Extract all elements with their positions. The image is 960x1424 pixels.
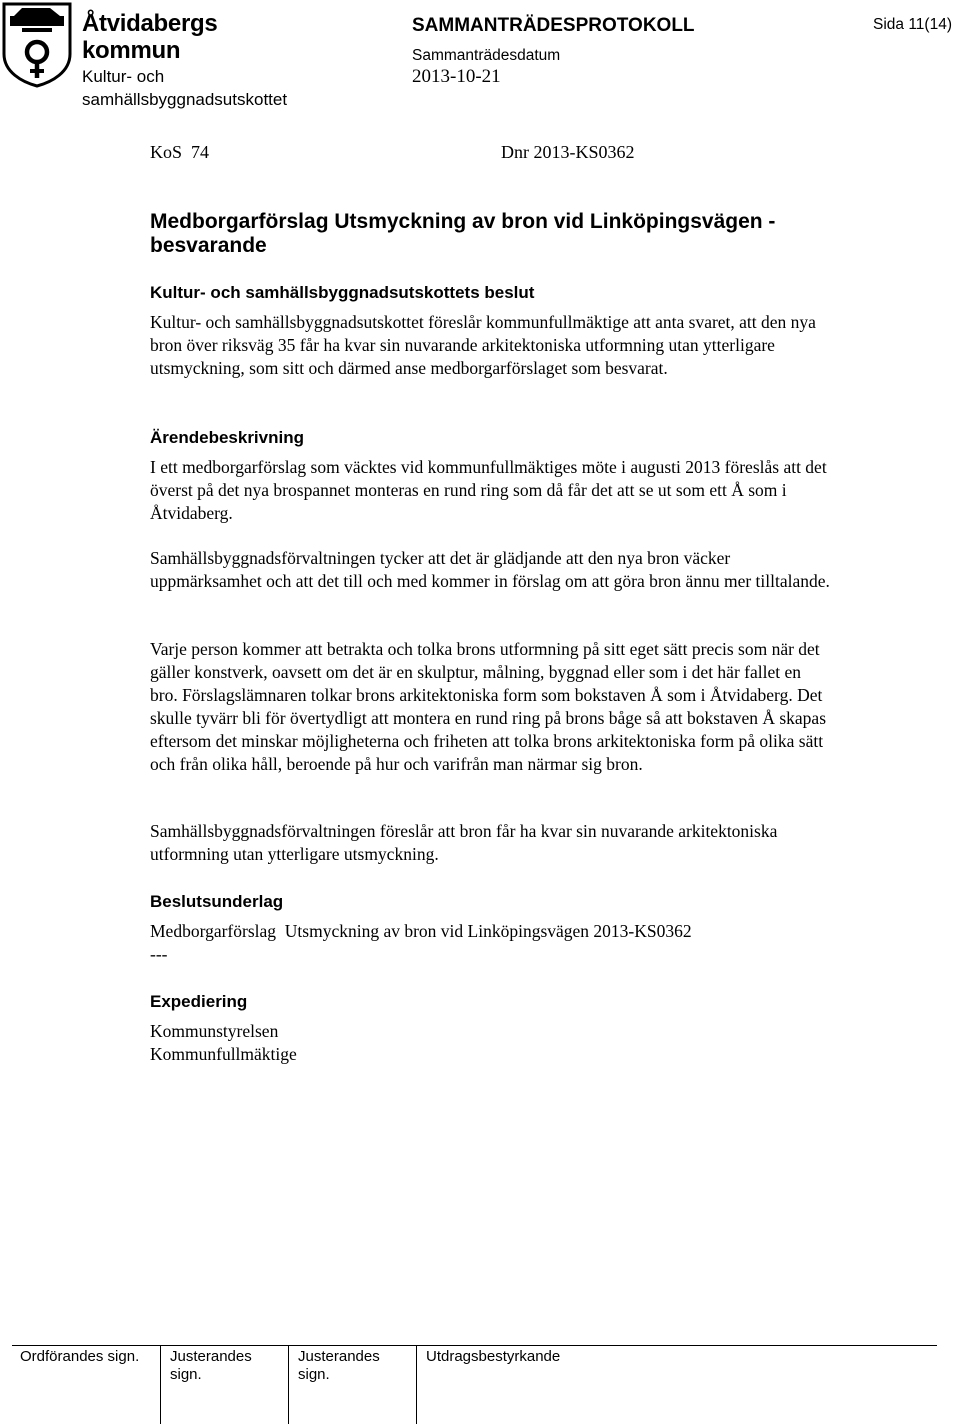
case-paragraph-number: KoS 74 [150, 142, 210, 162]
case-description-heading: Ärendebeskrivning [150, 428, 304, 447]
organization-name [82, 10, 217, 64]
case-registration-number: Dnr 2013-KS0362 [501, 142, 635, 162]
distribution-recipient: Kommunstyrelsen [150, 1021, 279, 1041]
meeting-date-value: 2013-10-21 [412, 66, 501, 87]
decision-basis-document: Medborgarförslag Utsmyckning av bron vid Linköpingsvägen 2013-KS0362 [150, 921, 692, 941]
case-description-paragraph: Samhällsbyggnadsförvaltningen tycker att det är glädjande att den nya bron väcker uppmärksamhet och att det till och med kommer in förslag om att göra bron ännu mer tilltalande. [150, 548, 830, 591]
decision-heading: Kultur- och samhällsbyggnadsutskottets beslut [150, 283, 535, 302]
page-number: Sida 11(14) [873, 16, 952, 33]
organization-name-line1: Åtvidabergs [82, 10, 218, 37]
footer-column-divider [160, 1345, 161, 1424]
decision-basis-heading: Beslutsunderlag [150, 892, 284, 911]
department-name-line1: Kultur- och [82, 67, 165, 86]
adjuster-signature-label-line2: sign. [298, 1366, 330, 1383]
chairman-signature-label: Ordförandes sign. [20, 1348, 140, 1365]
organization-name-line2: kommun [82, 37, 181, 64]
footer-divider [12, 1345, 937, 1346]
case-description-paragraph: Varje person kommer att betrakta och tolka brons utformning på sitt eget sätt precis som när det gäller konstverk, oavsett om det är en skulptur, målning, byggnad eller som i det här fallet en bro. Förslagslämnaren tolkar brons arkitektoniska form som bokstaven Å som i Åtvidaberg. Det skulle tyvärr bli för övertydligt att montera en rund ring på brons båge så att bokstaven Å skapas eftersom det minskar möjligheterna och friheten att tolka brons arkitektoniska form på olika sätt och från olika håll, beroende på hur och varifrån man närmar sig bron. [150, 639, 827, 774]
decision-basis-separator: --- [150, 944, 168, 964]
document-type: SAMMANTRÄDESPROTOKOLL [412, 15, 695, 36]
footer-column-divider [288, 1345, 289, 1424]
extract-certification-label: Utdragsbestyrkande [426, 1348, 561, 1365]
case-description-paragraph: Samhällsbyggnadsförvaltningen föreslår att bron får ha kvar sin nuvarande arkitektoniska utformning utan ytterligare utsmyckning. [150, 821, 778, 864]
decision-text: Kultur- och samhällsbyggnadsutskottet föreslår kommunfullmäktige att anta svaret, att den nya bron över riksväg 35 får ha kvar sin nuvarande arkitektoniska utformning utan ytterligare utsmyckning, som sitt och därmed anse medborgarförslaget som besvarat. [150, 312, 816, 378]
distribution-recipient: Kommunfullmäktige [150, 1044, 297, 1064]
case-description-paragraph: I ett medborgarförslag som väcktes vid kommunfullmäktiges möte i augusti 2013 föreslås att det överst på det nya brospannet monteras en rund ring som då får det att se ut som ett Å som i Åtvidaberg. [150, 457, 827, 523]
adjuster-signature-label-line2: sign. [170, 1366, 202, 1383]
adjuster-signature-label-line1: Justerandes [170, 1348, 252, 1365]
adjuster-signature-label-line1: Justerandes [298, 1348, 380, 1365]
meeting-date-label: Sammanträdesdatum [412, 47, 561, 64]
case-title: Medborgarförslag Utsmyckning av bron vid Linköpingsvägen - besvarande [150, 210, 776, 257]
adjuster-signature-label [170, 1348, 252, 1384]
department-name [82, 65, 287, 111]
distribution-heading: Expediering [150, 992, 248, 1011]
adjuster-signature-label [298, 1348, 380, 1384]
municipality-coat-of-arms-logo [2, 2, 72, 88]
department-name-line2: samhällsbyggnadsutskottet [82, 90, 288, 109]
footer-column-divider [416, 1345, 417, 1424]
